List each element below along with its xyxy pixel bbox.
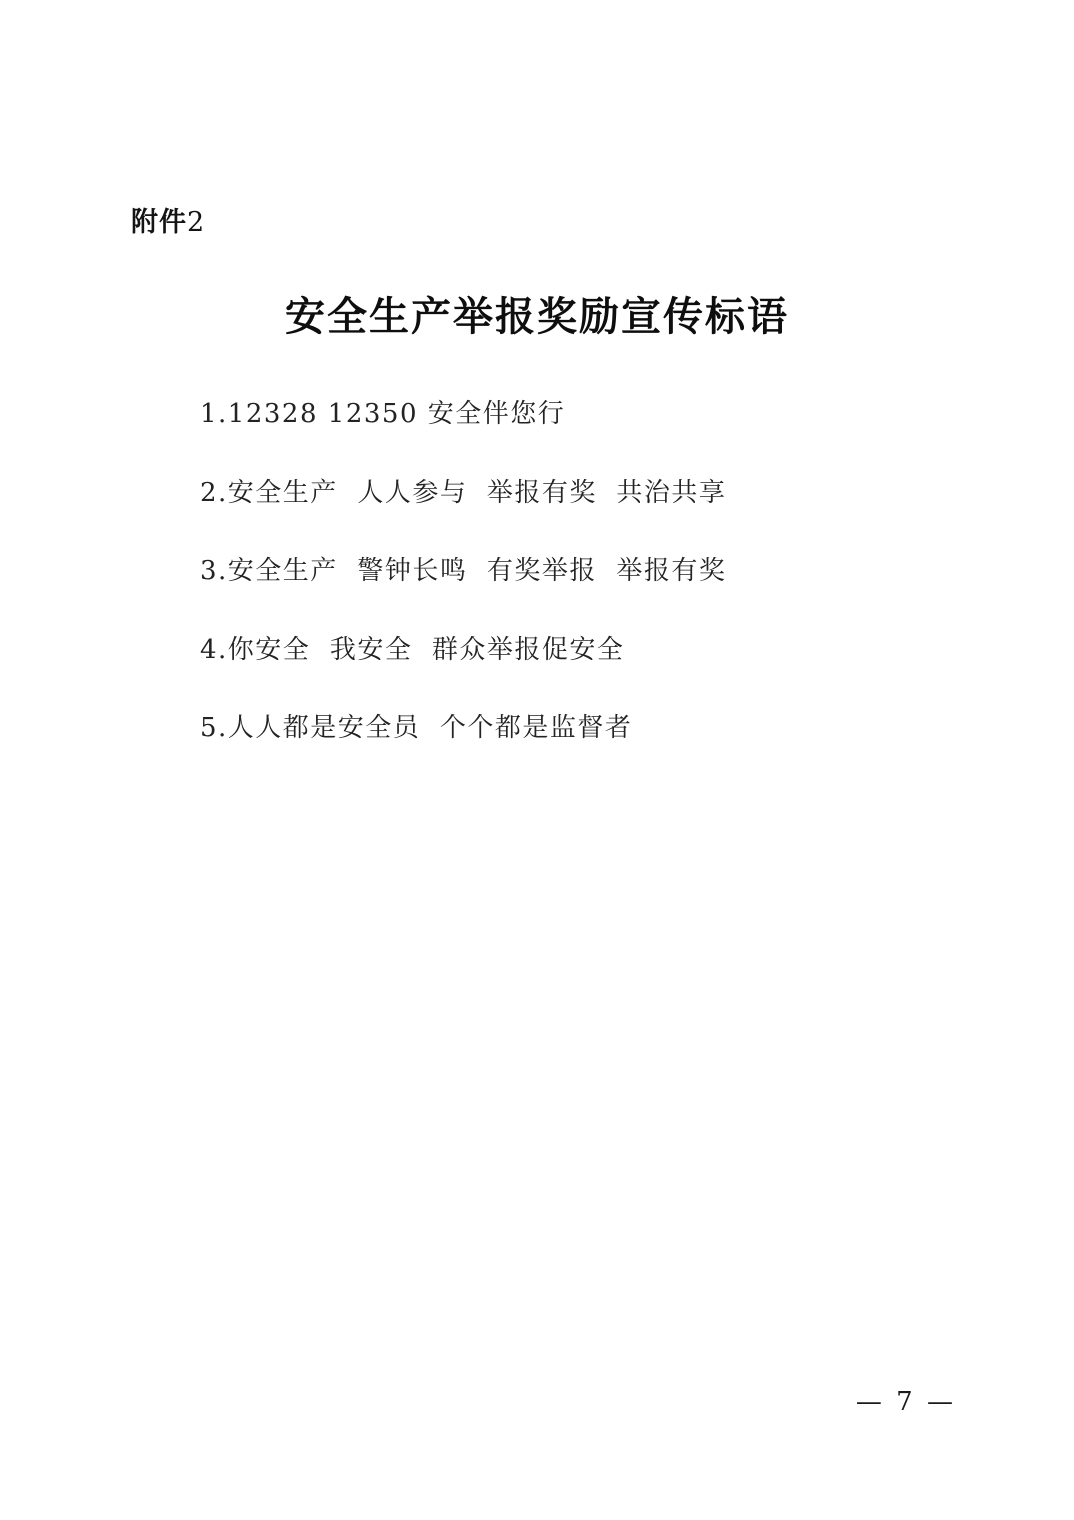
list-item: 4.你安全 我安全 群众举报促安全 [200, 634, 625, 665]
list-item: 3.安全生产 警钟长鸣 有奖举报 举报有奖 [200, 556, 727, 587]
list-item: 5.人人都是安全员 个个都是监督者 [200, 713, 633, 744]
attachment-label-text: 附件 [131, 207, 187, 238]
page-title: 安全生产举报奖励宣传标语 [285, 293, 789, 340]
attachment-label-number: 2 [187, 207, 206, 238]
page-number: — 7 — [855, 1387, 956, 1417]
attachment-label [131, 200, 205, 239]
list-item: 2.安全生产 人人参与 举报有奖 共治共享 [200, 477, 727, 508]
slogan-list [200, 400, 920, 793]
list-item: 1.12328 12350 安全伴您行 [200, 399, 566, 429]
